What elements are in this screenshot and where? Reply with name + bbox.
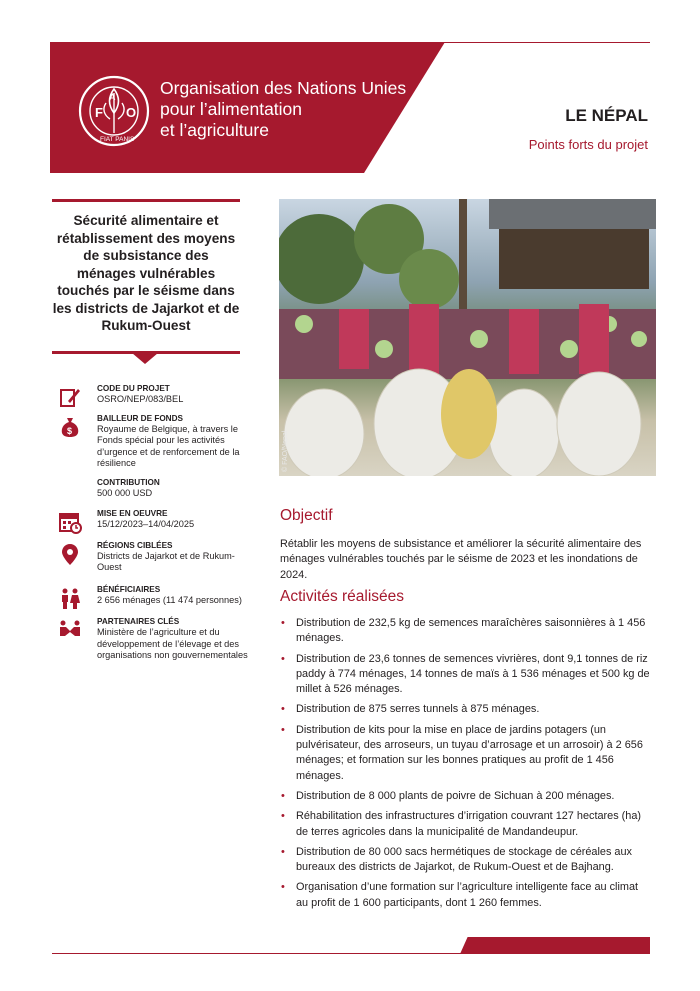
activities-list (280, 616, 652, 916)
money-bag-icon (58, 415, 82, 439)
fact-value: Ministère de l’agriculture et du développement de l’élevage et des organisations non gouvernementales (97, 627, 248, 660)
project-facts (58, 383, 258, 662)
fact-label: PARTENAIRES CLÉS (97, 617, 180, 626)
handshake-icon (58, 618, 82, 642)
list-item: • Distribution de 875 serres tunnels à 875 ménages. (280, 702, 652, 717)
fao-logo (78, 75, 150, 147)
fact-value: Districts de Jajarkot et de Rukum-Ouest (97, 550, 235, 572)
objective-text: Rétablir les moyens de subsistance et améliorer la sécurité alimentaire des ménages vulnérables touchés par le séisme de 2023 et les inondations de 2024. (280, 538, 642, 581)
photo-illustration (279, 199, 656, 476)
fact-contribution (58, 477, 258, 500)
fact-value: 500 000 USD (97, 487, 153, 498)
fact-label: MISE EN OEUVRE (97, 509, 168, 518)
fact-beneficiaries (58, 584, 258, 607)
list-item: • Réhabilitation des infrastructures d’irrigation couvrant 127 hectares (ha) de terres agricoles dans la municipalité de Mandandeupur. (280, 809, 652, 840)
people-icon (58, 586, 82, 610)
document-pen-icon (58, 385, 82, 409)
fact-label: BAILLEUR DE FONDS (97, 413, 183, 423)
organization-name (160, 78, 406, 141)
title-top-rule (52, 199, 240, 202)
org-name-line-2: pour l’alimentation (160, 99, 303, 119)
country-title: LE NÉPAL (565, 106, 648, 125)
project-title: Sécurité alimentaire et rétablissement des moyens de subsistance des ménages vulnérables touchés par le séisme dans les districts de Jajarkot et de Rukum-Ouest (52, 213, 240, 333)
list-item: • Distribution de 8 000 plants de poivre de Sichuan à 200 ménages. (280, 789, 652, 804)
fact-value: Royaume de Belgique, à travers le Fonds spécial pour les activités d’urgence et de renforcement de la résilience (97, 423, 240, 468)
fact-partners (58, 616, 258, 662)
list-item: • Distribution de 232,5 kg de semences maraîchères saisonnières à 1 456 ménages. (280, 616, 652, 647)
fact-value: 2 656 ménages (11 474 personnes) (97, 594, 242, 605)
fact-label: RÉGIONS CIBLÉES (97, 540, 173, 550)
fact-label: CONTRIBUTION (97, 477, 160, 487)
logo-letter-o: O (126, 105, 137, 120)
project-photo (279, 199, 656, 476)
location-pin-icon (58, 542, 82, 566)
fact-label: BÉNÉFICIAIRES (97, 584, 161, 594)
fact-implementation (58, 508, 258, 531)
list-item: • Organisation d’une formation sur l’agriculture intelligente face au climat au profit de 1 600 participants, dont 1 260 femmes. (280, 880, 652, 911)
logo-letter-a: A (109, 92, 116, 102)
fact-label: CODE DU PROJET (97, 384, 170, 393)
list-item: • Distribution de 80 000 sacs hermétiques de stockage de céréales aux bureaux des districts de Jajarkot, de Rukum-Ouest et de Bajhang. (280, 845, 652, 876)
title-notch (132, 353, 158, 364)
svg-text:$: $ (67, 425, 73, 436)
list-item: • Distribution de 23,6 tonnes de semences vivrières, dont 9,1 tonnes de riz paddy à 774 ménages, 14 tonnes de maïs à 1 536 ménages et 500 kg de millet à 526 ménages. (280, 652, 652, 698)
fact-project-code (58, 383, 258, 406)
fact-value: 15/12/2023–14/04/2025 (97, 519, 195, 529)
org-name-line-1: Organisation des Nations Unies (160, 78, 407, 98)
logo-motto: FIAT PANIS (100, 136, 135, 143)
fact-value: OSRO/NEP/083/BEL (97, 394, 184, 404)
org-name-line-3: et l’agriculture (160, 120, 269, 140)
logo-letter-f: F (95, 105, 103, 120)
list-item: • Distribution de kits pour la mise en place de jardins potagers (un pulvérisateur, des arroseurs, un tuyau d’arrosage et un arrosoir) à 2 656 ménages; et formation sur les bonnes pratiques au profit de 1 456 ménages. (280, 723, 652, 784)
fact-regions (58, 540, 258, 574)
objective-heading: Objectif (280, 507, 333, 524)
document-subtitle: Points forts du projet (528, 137, 648, 152)
activities-heading: Activités réalisées (280, 588, 405, 605)
calendar-icon (58, 510, 82, 534)
fact-donor (58, 413, 258, 470)
footer-accent-block (460, 937, 650, 954)
photo-credit: © FAO/Nepal (282, 430, 289, 472)
